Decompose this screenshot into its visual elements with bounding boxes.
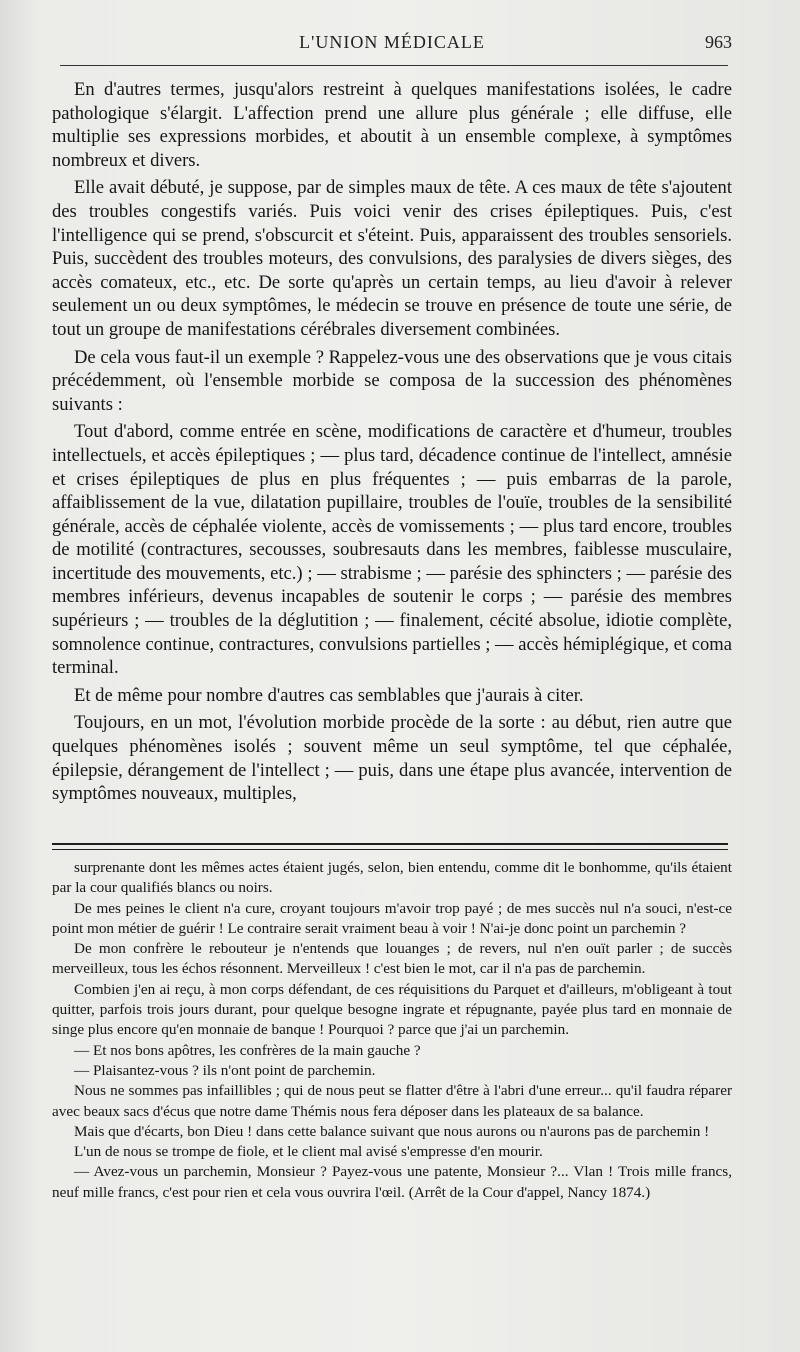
footnote-paragraph: De mon confrère le rebouteur je n'entends que louanges ; de revers, nul n'en ouït parler ; de succès merveilleux, tous les échos résonnent. Merveilleux ! c'est bien le mot, car il n'a pas de parchemin. [52,940,732,978]
body-paragraph: Tout d'abord, comme entrée en scène, modifications de caractère et d'humeur, troubles intellectuels, et accès épileptiques ; — plus tard, décadence continue de l'intellect, amnésie et crises épileptiques de plus en plus fréquentes ; — puis embarras de la parole, affaiblissement de la vue, dilatation pupillaire, troubles de l'ouïe, troubles de la sensibilité générale, accès de céphalée violente, accès de vomissements ; — plus tard encore, troubles de motilité (contractures, secousses, soubresauts dans les membres, faiblesse musculaire, incertitude des mouvements, etc.) ; — strabisme ; — parésie des sphincters ; — parésie des membres inférieurs, devenus incapables de soutenir le corps ; — parésie des membres supérieurs ; — troubles de la déglutition ; — finalement, cécité absolue, idiotie complète, somnolence continue, contractures, convulsions partielles ; — accès hémiplégique, et coma terminal. [52,421,732,679]
main-text [52,78,732,810]
footnote-paragraph: Mais que d'écarts, bon Dieu ! dans cette balance suivant que nous aurons ou n'aurons pas de parchemin ! [74,1122,710,1140]
page-header [52,32,732,58]
body-paragraph: Elle avait débuté, je suppose, par de simples maux de tête. A ces maux de tête s'ajoutent des troubles congestifs variés. Puis voici venir des crises épileptiques. Puis, c'est l'intelligence qui se prend, s'obscurcit et s'éteint. Puis, apparaissent des troubles sensoriels. Puis, succèdent des troubles moteurs, des convulsions, des paralysies de divers sièges, des accès comateux, etc., etc. De sorte qu'après un certain temps, au lieu d'avoir à relever seulement un ou deux symptômes, le médecin se trouve en présence de toute une série, de tout un groupe de manifestations cérébrales diversement combinées. [52,177,732,340]
running-title: L'UNION MÉDICALE [299,32,485,52]
header-rule [60,65,728,66]
body-paragraph: Toujours, en un mot, l'évolution morbide procède de la sorte : au début, rien autre que quelques phénomènes isolés ; souvent même un seul symptôme, tel que céphalée, épilepsie, dérangement de l'intellect ; — puis, dans une étape plus avancée, intervention de symptômes nouveaux, multiples, [52,712,732,805]
footnote-paragraph: — Plaisantez-vous ? ils n'ont point de parchemin. [74,1061,376,1079]
footnote-paragraph: L'un de nous se trompe de fiole, et le client mal avisé s'empresse d'en mourir. [74,1143,543,1161]
footnotes [52,858,732,1203]
footnote-paragraph: surprenante dont les mêmes actes étaient jugés, selon, bien entendu, comme dit le bonhomme, qu'ils étaient par la cour qualifiés blancs ou noirs. [52,859,732,897]
body-paragraph: De cela vous faut-il un exemple ? Rappelez-vous une des observations que je vous citais précédemment, où l'ensemble morbide se composa de la succession des phénomènes suivants : [52,346,732,415]
footnote-separator [52,843,728,850]
page-number: 963 [705,32,732,52]
body-paragraph: En d'autres termes, jusqu'alors restreint à quelques manifestations isolées, le cadre pathologique s'élargit. L'affection prend une allure plus générale ; elle diffuse, elle multiplie ses expressions morbides, et aboutit à un ensemble complexe, à symptômes nombreux et divers. [52,79,732,171]
footnote-paragraph: Nous ne sommes pas infaillibles ; qui de nous peut se flatter d'être à l'abri d'une erreur... qu'il faudra réparer avec beaux sacs d'écus que notre dame Thémis nous fera déposer dans les plateaux de sa balance. [52,1082,732,1120]
body-paragraph: Et de même pour nombre d'autres cas semblables que j'aurais à citer. [74,684,584,706]
footnote-paragraph: — Et nos bons apôtres, les confrères de la main gauche ? [74,1041,421,1059]
footnote-paragraph: — Avez-vous un parchemin, Monsieur ? Payez-vous une patente, Monsieur ?... Vlan ! Trois mille francs, neuf mille francs, c'est pour rien et cela vous ouvrira l'œil. (Arrêt de la Cour d'appel, Nancy 1874.) [52,1163,732,1201]
footnote-paragraph: Combien j'en ai reçu, à mon corps défendant, de ces réquisitions du Parquet et d'ailleurs, m'obligeant à tout quitter, parfois trois jours durant, pour quelque besogne ingrate et répugnante, payée plus tard en monnaie de singe plus encore qu'en monnaie de banque ! Pourquoi ? parce que j'ai un parchemin. [52,980,732,1039]
footnote-paragraph: De mes peines le client n'a cure, croyant toujours m'avoir trop payé ; de mes succès nul n'a souci, n'est-ce point mon métier de guérir ! Le contraire serait vraiment beau à voir ! N'ai-je donc point un parchemin ? [52,899,732,937]
